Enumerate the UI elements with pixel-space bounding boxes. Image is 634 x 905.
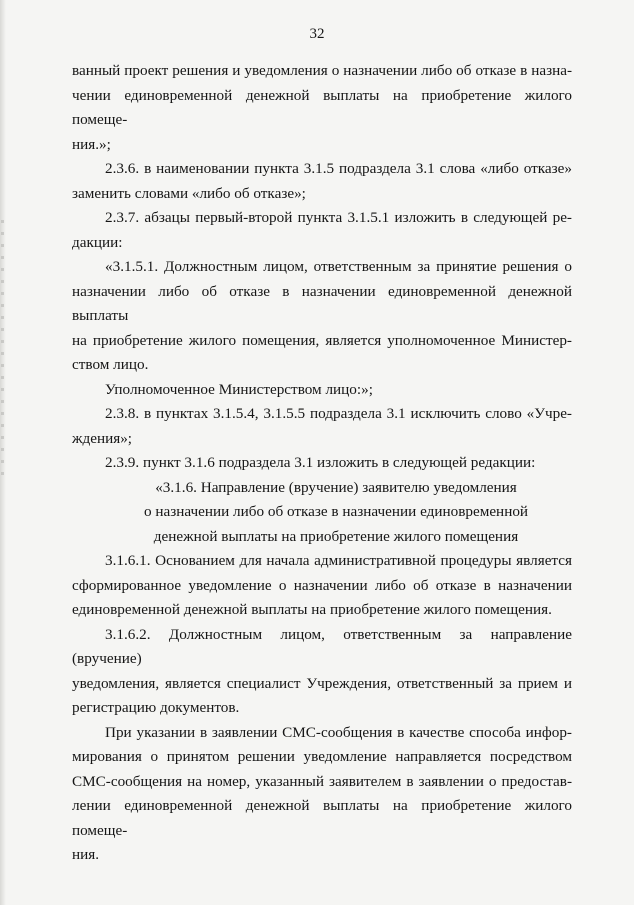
text-line: мирования о принятом решении уведомление направляется посредством: [72, 748, 572, 765]
text-line: 3.1.6.1. Основанием для начала административной процедуры является: [105, 552, 572, 569]
text-line: чении единовременной денежной выплаты на приобретение жилого помеще-: [72, 86, 572, 128]
text-line: ванный проект решения и уведомления о назначении либо об отказе в назна-: [72, 62, 572, 79]
text-line: лении единовременной денежной выплаты на приобретение жилого помеще-: [72, 797, 572, 839]
text-line: ния.: [72, 846, 100, 863]
text-line: на приобретение жилого помещения, является уполномоченное Министер-: [72, 331, 572, 349]
paragraph-3-1-6-2: [72, 623, 572, 721]
paragraph-2-3-6: [72, 157, 572, 206]
text-line: единовременной денежной выплаты на приобретение жилого помещения.: [72, 601, 552, 618]
paragraph-3-1-6-1: [72, 549, 572, 623]
text-line: назначении либо об отказе в назначении единовременной денежной выплаты: [72, 282, 572, 324]
text-line: 2.3.8. в пунктах 3.1.5.4, 3.1.5.5 подраздела 3.1 исключить слово «Учре-: [105, 405, 572, 422]
text-line: ждения»;: [72, 429, 133, 447]
text-line: 2.3.9. пункт 3.1.6 подраздела 3.1 изложить в следующей редакции:: [105, 454, 536, 471]
paragraph-sms-notification: [72, 721, 572, 868]
text-line: При указании в заявлении СМС-сообщения в качестве способа инфор-: [105, 723, 572, 741]
text-line: СМС-сообщения на номер, указанный заявителем в заявлении о предостав-: [72, 772, 572, 790]
scan-margin-marks: [1, 220, 4, 480]
section-heading-3-1-6: [72, 476, 572, 550]
text-line: сформированное уведомление о назначении либо об отказе в назначении: [72, 576, 572, 594]
heading-line: денежной выплаты на приобретение жилого помещения: [153, 527, 519, 545]
heading-line: «3.1.6. Направление (вручение) заявителю уведомления: [155, 478, 517, 496]
page-number: 32: [309, 26, 325, 42]
paragraph-2-3-9: [72, 451, 572, 476]
text-line: 2.3.7. абзацы первый-второй пункта 3.1.5.1 изложить в следующей ре-: [105, 209, 572, 226]
text-line: Уполномоченное Министерством лицо:»;: [105, 380, 373, 398]
paragraph-2-3-8: [72, 402, 572, 451]
text-line: уведомления, является специалист Учреждения, ответственный за прием и: [72, 674, 572, 692]
text-line: «3.1.5.1. Должностным лицом, ответственным за принятие решения о: [105, 258, 572, 275]
paragraph-continuation: [72, 59, 572, 157]
text-line: 2.3.6. в наименовании пункта 3.1.5 подраздела 3.1 слова «либо отказе»: [105, 160, 572, 177]
paragraph-2-3-7: [72, 206, 572, 255]
text-line: ством лицо.: [72, 356, 149, 373]
text-line: заменить словами «либо об отказе»;: [72, 184, 306, 202]
text-line: ния.»;: [72, 135, 111, 153]
document-body: [72, 59, 572, 868]
paragraph-authorized-person: [72, 378, 572, 403]
text-line: 3.1.6.2. Должностным лицом, ответственным за направление (вручение): [72, 625, 572, 667]
heading-line: о назначении либо об отказе в назначении единовременной: [143, 503, 529, 520]
text-line: дакции:: [72, 233, 123, 251]
text-line: регистрацию документов.: [72, 699, 240, 716]
paragraph-3-1-5-1: [72, 255, 572, 378]
